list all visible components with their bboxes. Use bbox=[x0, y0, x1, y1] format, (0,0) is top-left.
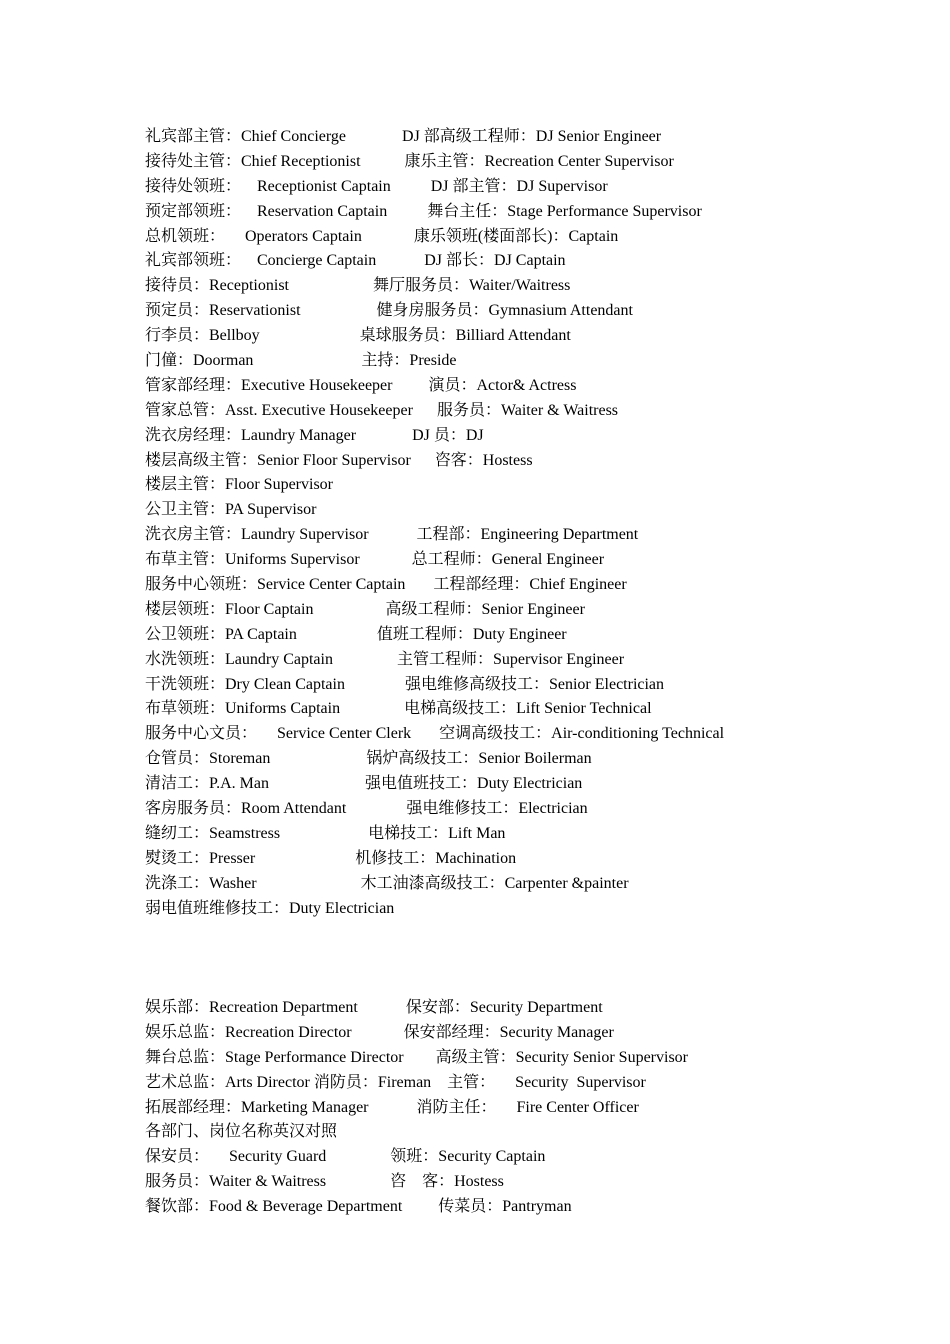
text-line: 仓管员：Storeman 锅炉高级技工：Senior Boilerman bbox=[145, 750, 592, 768]
text-line: 门僮：Doorman 主持：Preside bbox=[145, 352, 457, 370]
text-line: 客房服务员：Room Attendant 强电维修技工：Electrician bbox=[145, 800, 588, 818]
text-line: 总机领班： Operators Captain 康乐领班(楼面部长)：Captain bbox=[145, 227, 619, 245]
text-line: 干洗领班：Dry Clean Captain 强电维修高级技工：Senior Electrician bbox=[145, 675, 665, 693]
section-1 bbox=[145, 125, 905, 922]
text-line: 服务中心文员： Service Center Clerk 空调高级技工：Air-conditioning Technical bbox=[145, 725, 725, 743]
text-line: 洗衣房主管：Laundry Supervisor 工程部：Engineering Department bbox=[145, 526, 639, 544]
text-line: 接待处主管：Chief Receptionist 康乐主管：Recreation Center Supervisor bbox=[145, 152, 674, 170]
text-line: 娱乐总监：Recreation Director 保安部经理：Security Manager bbox=[145, 1023, 614, 1041]
text-line: 熨烫工：Presser 机修技工：Machination bbox=[145, 849, 517, 867]
text-line: 管家部经理：Executive Housekeeper 演员：Actor& Actress bbox=[145, 376, 577, 394]
text-line: 楼层高级主管：Senior Floor Supervisor 咨客：Hostess bbox=[145, 451, 533, 469]
text-line: 礼宾部领班： Concierge Captain DJ 部长：DJ Captain bbox=[145, 252, 566, 270]
text-line: 楼层主管：Floor Supervisor bbox=[145, 476, 334, 494]
text-line: 预定部领班： Reservation Captain 舞台主任：Stage Performance Supervisor bbox=[145, 202, 702, 220]
text-line: 保安员： Security Guard 领班：Security Captain bbox=[145, 1148, 546, 1166]
section-2 bbox=[145, 996, 905, 1220]
text-line: 服务中心领班：Service Center Captain 工程部经理：Chief Engineer bbox=[145, 576, 627, 594]
text-line: 洗涤工：Washer 木工油漆高级技工：Carpenter &painter bbox=[145, 874, 629, 892]
text-line: 公卫领班：PA Captain 值班工程师：Duty Engineer bbox=[145, 625, 567, 643]
text-line: 管家总管：Asst. Executive Housekeeper 服务员：Waiter & Waitress bbox=[145, 401, 619, 419]
text-line: 公卫主管：PA Supervisor bbox=[145, 501, 317, 519]
text-line: 娱乐部：Recreation Department 保安部：Security Department bbox=[145, 999, 603, 1016]
text-line: 接待处领班： Receptionist Captain DJ 部主管：DJ Supervisor bbox=[145, 177, 608, 195]
text-line: 楼层领班：Floor Captain 高级工程师：Senior Engineer bbox=[145, 600, 585, 618]
text-line: 拓展部经理：Marketing Manager 消防主任： Fire Center Officer bbox=[145, 1098, 639, 1116]
text-line: 各部门、岗位名称英汉对照 bbox=[145, 1123, 338, 1141]
text-line: 行李员：Bellboy 桌球服务员：Billiard Attendant bbox=[145, 327, 571, 345]
text-line: 礼宾部主管：Chief Concierge DJ 部高级工程师：DJ Senior Engineer bbox=[145, 128, 662, 145]
text-line: 清洁工：P.A. Man 强电值班技工：Duty Electrician bbox=[145, 775, 583, 793]
text-line: 水洗领班：Laundry Captain 主管工程师：Supervisor Engineer bbox=[145, 650, 625, 668]
text-line: 服务员：Waiter & Waitress 咨 客：Hostess bbox=[145, 1173, 504, 1191]
text-line: 艺术总监：Arts Director 消防员：Fireman 主管： Security Supervisor bbox=[145, 1073, 646, 1091]
text-line: 布草领班：Uniforms Captain 电梯高级技工：Lift Senior Technical bbox=[145, 700, 652, 718]
text-line: 布草主管：Uniforms Supervisor 总工程师：General Engineer bbox=[145, 551, 605, 569]
text-line: 预定员：Reservationist 健身房服务员：Gymnasium Attendant bbox=[145, 302, 633, 320]
text-line: 弱电值班维修技工：Duty Electrician bbox=[145, 899, 395, 917]
text-line: 舞台总监：Stage Performance Director 高级主管：Security Senior Supervisor bbox=[145, 1048, 689, 1066]
text-line: 接待员：Receptionist 舞厅服务员：Waiter/Waitress bbox=[145, 277, 571, 295]
text-line: 餐饮部：Food & Beverage Department 传菜员：Pantryman bbox=[145, 1198, 572, 1216]
text-line: 洗衣房经理：Laundry Manager DJ 员：DJ bbox=[145, 426, 484, 444]
text-line: 缝纫工：Seamstress 电梯技工：Lift Man bbox=[145, 824, 506, 842]
